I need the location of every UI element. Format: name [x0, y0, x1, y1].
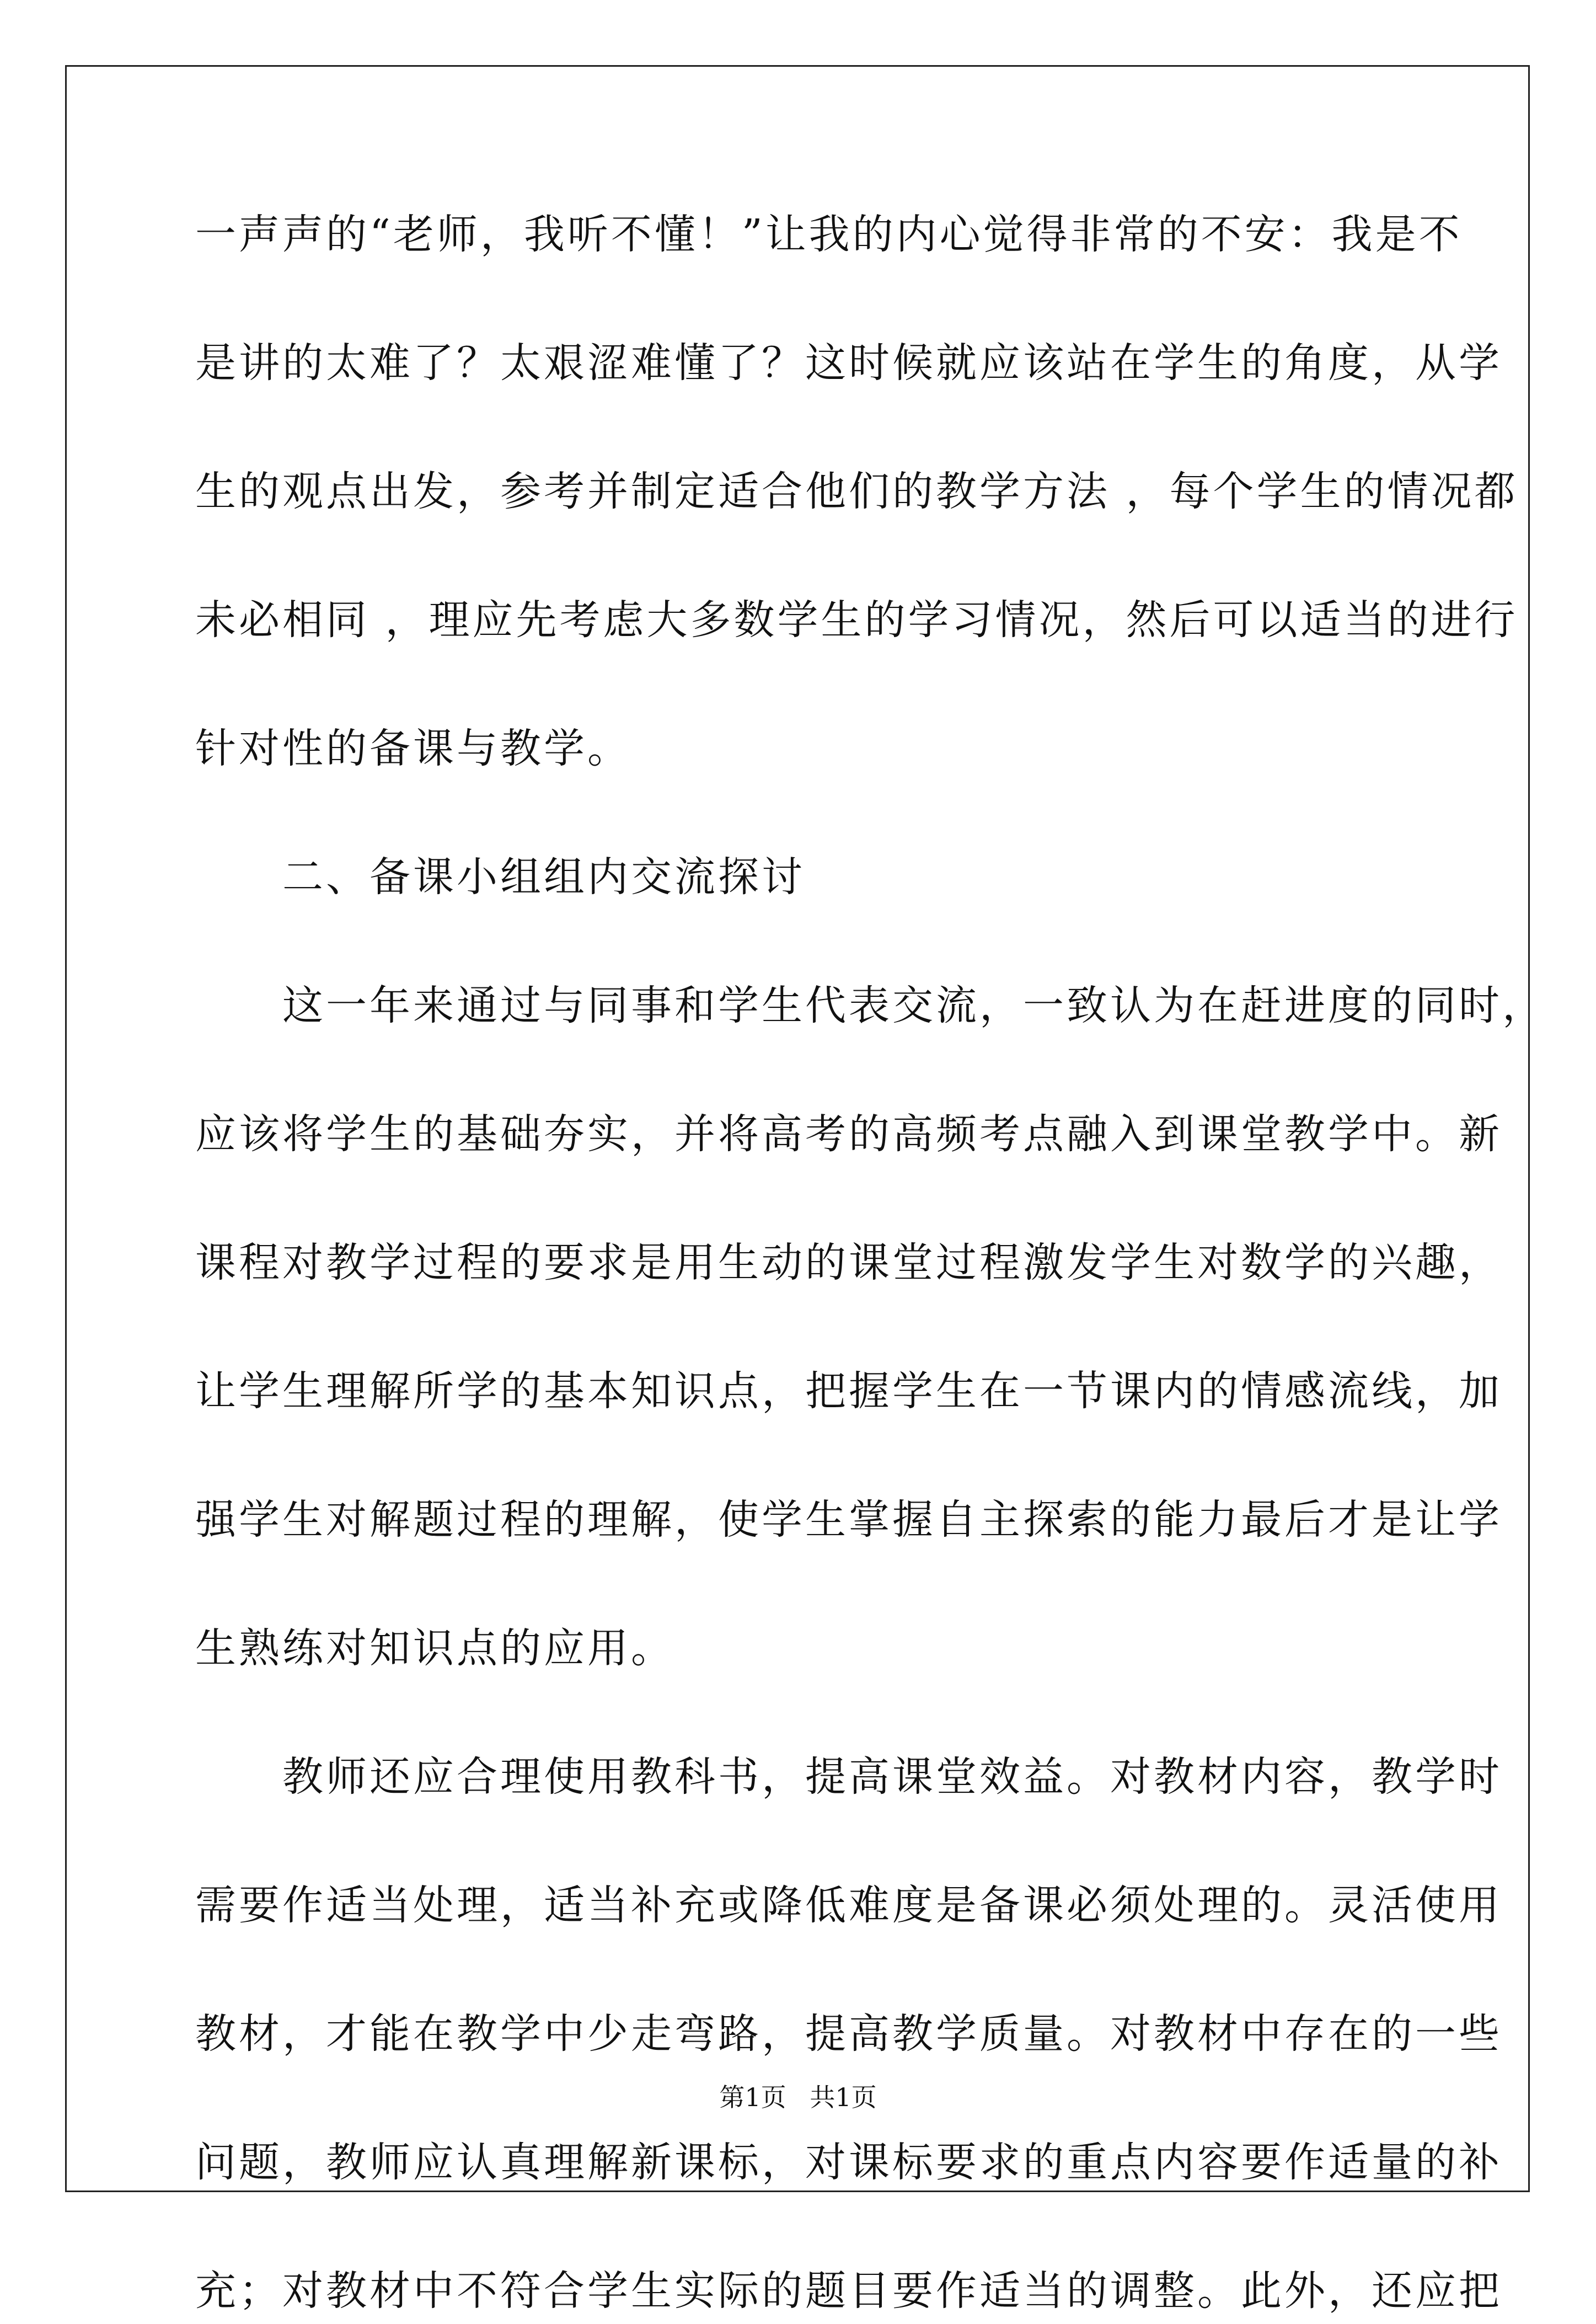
text-line: 生熟练对知识点的应用。 [195, 1625, 674, 1672]
page-number: 第1页 [719, 2082, 786, 2112]
text-line: 生的观点出发，参考并制定适合他们的教学方法 ，每个学生的情况都 [195, 468, 1518, 515]
text-line: 课程对教学过程的要求是用生动的课堂过程激发学生对数学的兴趣， [195, 1239, 1502, 1286]
page-footer [0, 2081, 1596, 2114]
page-total: 共1页 [810, 2082, 877, 2112]
text-line: 问题，教师应认真理解新课标，对课标要求的重点内容要作适量的补 [195, 2139, 1502, 2186]
text-line: 需要作适当处理，适当补充或降低难度是备课必须处理的。灵活使用 [195, 1882, 1502, 1929]
text-line: 针对性的备课与教学。 [195, 725, 631, 772]
text-line: 一声声的“老师，我听不懂！”让我的内心觉得非常的不安：我是不 [195, 211, 1463, 258]
text-line: 应该将学生的基础夯实，并将高考的高频考点融入到课堂教学中。新 [195, 1110, 1502, 1158]
section-heading: 二、备课小组组内交流探讨 [195, 853, 805, 901]
text-line: 这一年来通过与同事和学生代表交流，一致认为在赶进度的同时， [195, 982, 1546, 1029]
text-line: 教材，才能在教学中少走弯路，提高教学质量。对教材中存在的一些 [195, 2010, 1502, 2058]
text-line: 强学生对解题过程的理解，使学生掌握自主探索的能力最后才是让学 [195, 1496, 1502, 1543]
text-line: 未必相同 ，理应先考虑大多数学生的学习情况，然后可以适当的进行 [195, 596, 1518, 644]
text-line: 充；对教材中不符合学生实际的题目要作适当的调整。此外，还应把 [195, 2267, 1502, 2315]
text-line: 让学生理解所学的基本知识点，把握学生在一节课内的情感流线，加 [195, 1367, 1502, 1415]
text-line: 是讲的太难了？太艰涩难懂了？这时候就应该站在学生的角度，从学 [195, 339, 1502, 387]
text-line: 教师还应合理使用教科书，提高课堂效益。对教材内容，教学时 [195, 1753, 1502, 1801]
